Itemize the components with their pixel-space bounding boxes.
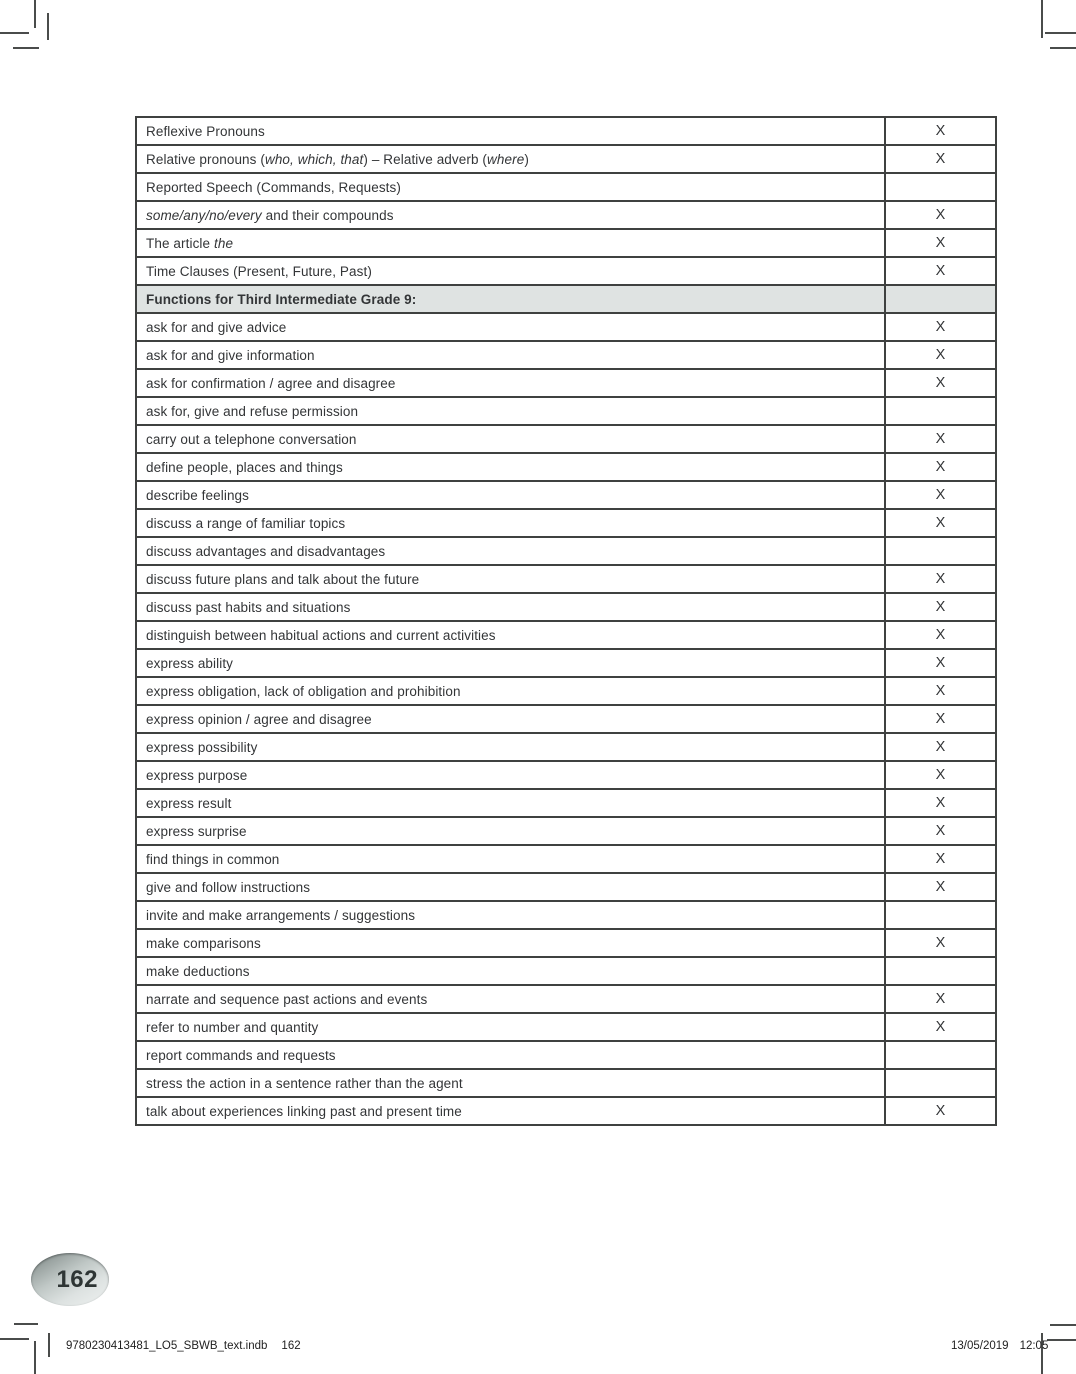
table-row — [136, 649, 996, 677]
topic-text: and their compounds — [261, 207, 394, 223]
check-mark: X — [935, 571, 946, 587]
topic-cell — [136, 929, 885, 957]
check-cell — [885, 789, 996, 817]
check-cell — [885, 621, 996, 649]
check-cell — [885, 817, 996, 845]
check-mark: X — [935, 823, 946, 839]
table-row — [136, 1041, 996, 1069]
topic-cell — [136, 705, 885, 733]
table-row — [136, 537, 996, 565]
topic-text: where — [487, 151, 525, 167]
topic-text: carry out a telephone conversation — [146, 431, 357, 447]
check-cell — [885, 229, 996, 257]
topic-cell — [136, 481, 885, 509]
check-mark: X — [935, 683, 946, 699]
topic-text: Time Clauses (Present, Future, Past) — [146, 263, 372, 279]
table-row — [136, 929, 996, 957]
check-cell — [885, 957, 996, 985]
topic-cell — [136, 901, 885, 929]
crop-mark — [13, 47, 39, 49]
crop-mark — [0, 32, 29, 34]
table-row — [136, 453, 996, 481]
crop-mark — [34, 0, 36, 28]
table-row — [136, 873, 996, 901]
table-row — [136, 313, 996, 341]
footer-time: 12:05 — [1019, 1340, 1049, 1352]
check-mark: X — [935, 1019, 946, 1035]
topic-text: the — [213, 235, 234, 251]
crop-mark — [48, 1333, 50, 1357]
table-row — [136, 789, 996, 817]
check-mark: X — [935, 347, 946, 363]
topic-cell — [136, 453, 885, 481]
check-mark: X — [935, 711, 946, 727]
topic-cell — [136, 537, 885, 565]
table-row — [136, 509, 996, 537]
crop-mark — [1047, 1339, 1076, 1341]
table-row — [136, 425, 996, 453]
check-mark: X — [935, 767, 946, 783]
check-mark: X — [935, 319, 946, 335]
table-row — [136, 229, 996, 257]
table-row — [136, 845, 996, 873]
check-mark: X — [935, 935, 946, 951]
topic-text: discuss future plans and talk about the future — [146, 571, 420, 587]
topic-text: give and follow instructions — [146, 879, 311, 895]
check-mark: X — [935, 235, 946, 251]
topic-text: stress the action in a sentence rather than the agent — [146, 1075, 463, 1091]
table-row — [136, 957, 996, 985]
check-cell — [885, 1013, 996, 1041]
topic-text: make deductions — [146, 963, 250, 979]
table-row — [136, 341, 996, 369]
check-cell — [885, 257, 996, 285]
topic-text: describe feelings — [146, 487, 250, 503]
topic-text: ) — [524, 151, 529, 167]
topic-text: discuss a range of familiar topics — [146, 515, 346, 531]
table-row — [136, 705, 996, 733]
topic-text: express possibility — [146, 739, 258, 755]
check-cell — [885, 481, 996, 509]
table-row — [136, 733, 996, 761]
topic-text: find things in common — [146, 851, 280, 867]
topic-cell — [136, 509, 885, 537]
topic-text: report commands and requests — [146, 1047, 336, 1063]
check-mark: X — [935, 879, 946, 895]
check-mark: X — [935, 515, 946, 531]
table-row — [136, 901, 996, 929]
topic-cell — [136, 789, 885, 817]
check-mark: X — [935, 795, 946, 811]
topic-text: ask for, give and refuse permission — [146, 403, 359, 419]
crop-mark — [47, 13, 49, 40]
topic-cell — [136, 733, 885, 761]
syllabus-checklist-table — [135, 116, 997, 1126]
topic-cell — [136, 229, 885, 257]
table-row — [136, 201, 996, 229]
check-cell — [885, 145, 996, 173]
topic-text: ) – Relative adverb ( — [363, 151, 488, 167]
topic-text: some/any/no/every — [146, 207, 262, 223]
topic-text: Reported Speech (Commands, Requests) — [146, 179, 401, 195]
topic-text: talk about experiences linking past and present time — [146, 1103, 462, 1119]
check-mark: X — [935, 375, 946, 391]
check-mark: X — [935, 599, 946, 615]
crop-mark — [14, 1323, 38, 1325]
check-cell — [885, 313, 996, 341]
check-mark: X — [935, 151, 946, 167]
check-cell — [885, 565, 996, 593]
check-cell — [885, 453, 996, 481]
table-row — [136, 761, 996, 789]
topic-cell — [136, 1069, 885, 1097]
table-row — [136, 369, 996, 397]
topic-cell — [136, 1013, 885, 1041]
table-row — [136, 117, 996, 145]
check-cell — [885, 677, 996, 705]
topic-cell — [136, 425, 885, 453]
check-cell — [885, 761, 996, 789]
check-cell — [885, 117, 996, 145]
check-cell — [885, 201, 996, 229]
topic-cell — [136, 201, 885, 229]
footer-file-slug — [66, 1340, 301, 1352]
topic-cell — [136, 397, 885, 425]
check-mark: X — [935, 123, 946, 139]
table-row — [136, 397, 996, 425]
crop-mark — [0, 1338, 29, 1340]
table-row — [136, 817, 996, 845]
topic-cell — [136, 173, 885, 201]
table-row — [136, 481, 996, 509]
check-cell — [885, 929, 996, 957]
topic-text: The article — [146, 235, 214, 251]
check-cell — [885, 1069, 996, 1097]
topic-text: define people, places and things — [146, 459, 343, 475]
check-cell — [885, 705, 996, 733]
topic-text: discuss past habits and situations — [146, 599, 351, 615]
check-mark: X — [935, 487, 946, 503]
topic-text: make comparisons — [146, 935, 261, 951]
check-cell — [885, 369, 996, 397]
footer-date: 13/05/2019 — [951, 1340, 1009, 1352]
topic-text: discuss advantages and disadvantages — [146, 543, 386, 559]
check-cell — [885, 593, 996, 621]
check-cell — [885, 173, 996, 201]
section-header-row — [136, 285, 996, 313]
crop-mark — [1050, 47, 1076, 49]
check-cell — [885, 985, 996, 1013]
check-cell — [885, 341, 996, 369]
topic-cell — [136, 817, 885, 845]
topic-cell — [136, 649, 885, 677]
table-row — [136, 593, 996, 621]
page-number-badge — [31, 1253, 109, 1306]
topic-cell — [136, 761, 885, 789]
footer-page-number: 162 — [281, 1340, 301, 1352]
topic-cell — [136, 313, 885, 341]
topic-text: express opinion / agree and disagree — [146, 711, 372, 727]
table-row — [136, 145, 996, 173]
topic-text: express result — [146, 795, 232, 811]
topic-cell — [136, 369, 885, 397]
check-cell — [885, 537, 996, 565]
topic-cell — [136, 873, 885, 901]
topic-cell — [136, 677, 885, 705]
crop-mark — [1050, 1324, 1076, 1326]
check-mark: X — [935, 739, 946, 755]
topic-cell — [136, 257, 885, 285]
check-mark: X — [935, 263, 946, 279]
topic-text: who, which, that — [264, 151, 364, 167]
table-row — [136, 173, 996, 201]
crop-mark — [1045, 32, 1076, 34]
check-cell — [885, 1041, 996, 1069]
topic-cell — [136, 285, 885, 313]
topic-cell — [136, 341, 885, 369]
check-mark: X — [935, 459, 946, 475]
topic-cell — [136, 145, 885, 173]
topic-text: Relative pronouns ( — [146, 151, 265, 167]
table-row — [136, 565, 996, 593]
check-cell — [885, 733, 996, 761]
topic-cell — [136, 1041, 885, 1069]
check-cell — [885, 873, 996, 901]
table-row — [136, 677, 996, 705]
topic-cell — [136, 957, 885, 985]
topic-text: invite and make arrangements / suggestions — [146, 907, 416, 923]
check-mark: X — [935, 991, 946, 1007]
topic-text: ask for confirmation / agree and disagree — [146, 375, 396, 391]
topic-cell — [136, 565, 885, 593]
topic-cell — [136, 117, 885, 145]
check-cell — [885, 649, 996, 677]
check-cell — [885, 845, 996, 873]
page-number: 162 — [56, 1265, 98, 1293]
topic-text: Reflexive Pronouns — [146, 123, 265, 139]
topic-text: express surprise — [146, 823, 247, 839]
check-mark: X — [935, 1103, 946, 1119]
table-row — [136, 1013, 996, 1041]
footer-file-name: 9780230413481_LO5_SBWB_text.indb — [66, 1340, 268, 1352]
topic-text: express ability — [146, 655, 234, 671]
check-mark: X — [935, 431, 946, 447]
table-row — [136, 1097, 996, 1125]
topic-text: express purpose — [146, 767, 248, 783]
crop-mark — [34, 1341, 36, 1374]
check-mark: X — [935, 655, 946, 671]
check-cell — [885, 901, 996, 929]
check-cell — [885, 397, 996, 425]
table-row — [136, 257, 996, 285]
check-cell — [885, 509, 996, 537]
footer-datetime-slug — [951, 1340, 1048, 1352]
topic-text: Functions for Third Intermediate Grade 9: — [146, 291, 417, 307]
check-mark: X — [935, 851, 946, 867]
topic-cell — [136, 621, 885, 649]
table-row — [136, 985, 996, 1013]
topic-cell — [136, 1097, 885, 1125]
table-row — [136, 1069, 996, 1097]
topic-text: express obligation, lack of obligation and prohibition — [146, 683, 461, 699]
check-cell — [885, 1097, 996, 1125]
topic-text: ask for and give information — [146, 347, 315, 363]
check-cell — [885, 425, 996, 453]
topic-text: distinguish between habitual actions and current activities — [146, 627, 496, 643]
crop-mark — [1041, 0, 1043, 38]
table-row — [136, 621, 996, 649]
topic-text: ask for and give advice — [146, 319, 287, 335]
topic-cell — [136, 593, 885, 621]
check-mark: X — [935, 627, 946, 643]
check-cell — [885, 285, 996, 313]
topic-text: refer to number and quantity — [146, 1019, 319, 1035]
check-mark: X — [935, 207, 946, 223]
topic-cell — [136, 845, 885, 873]
topic-text: narrate and sequence past actions and events — [146, 991, 428, 1007]
topic-cell — [136, 985, 885, 1013]
